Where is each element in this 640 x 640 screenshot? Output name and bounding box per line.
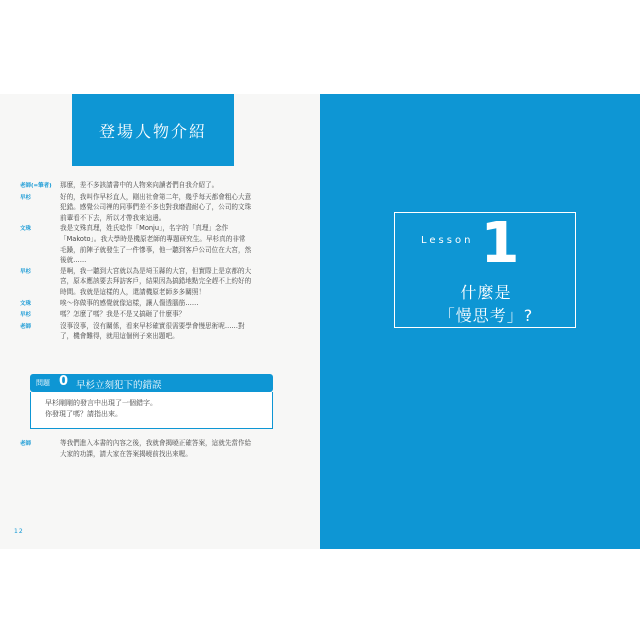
dialogue-line xyxy=(20,321,292,342)
speech-text: 唉～你做事的感覺就像這樣，讓人傷透腦筋…… xyxy=(60,298,199,307)
page-number: 12 xyxy=(14,528,24,535)
right-page xyxy=(320,94,640,549)
dialogue-line xyxy=(20,298,292,310)
dialogue-line xyxy=(20,192,292,224)
lesson-number: 1 xyxy=(480,211,520,276)
dialogue-line xyxy=(20,180,292,192)
question-box xyxy=(30,392,273,429)
speaker-label: 早杉 xyxy=(20,312,32,319)
question-label: 問題 xyxy=(36,379,50,387)
lesson-word: Lesson xyxy=(421,235,474,246)
question-body: 早杉剛剛的發言中出現了一個錯字。 你發現了嗎？請指出來。 xyxy=(45,399,157,418)
speech-text: 嗎？怎麼了嗎？我是不是又搞砸了什麼事？ xyxy=(60,310,186,319)
dialogue-line xyxy=(20,223,292,265)
speech-text: 是啊，我一聽到大宮就以為是埼玉縣的大宮，但實際上是京都的大 宮，原本應該要去拜訪客戶，結果因為搞錯地點完全趕不上約好的 時間。我就是這樣的人，還請機原老師多多關照！ xyxy=(60,266,252,296)
question-title: 早杉立刻犯下的錯誤 xyxy=(76,380,162,391)
question-number: 0 xyxy=(59,374,69,389)
speaker-label: 文珠 xyxy=(20,226,32,233)
speaker-label: 早杉 xyxy=(20,268,32,275)
dialogue-line xyxy=(20,309,292,321)
speaker-label: 老師(=筆者) xyxy=(20,183,52,189)
speech-text: 沒事沒事，沒有關係，看來早杉確實很需要學會慢思術呢……對 了，機會難得，就用這個例子來出題吧。 xyxy=(60,321,245,341)
speaker-label: 老師 xyxy=(20,441,32,447)
speaker-label: 文珠 xyxy=(20,300,32,307)
speaker-label: 老師 xyxy=(20,323,32,330)
chapter-title: 登場人物介紹 xyxy=(98,121,207,141)
dialogue-block-2 xyxy=(20,438,292,459)
lesson-frame xyxy=(394,212,576,328)
speech-text: 好的，我叫作早杉直人，剛出社會第二年，幾乎每天都會粗心大意 犯錯。感覺公司裡的同事們差不多也對我磨盡耐心了，公司的文珠 前輩看不下去，所以才帶我來這邊。 xyxy=(60,192,252,222)
chapter-title-banner xyxy=(72,94,234,166)
speech-text: 那麼，差不多該請書中的人物來向讀者們自我介紹了。 xyxy=(60,181,219,189)
lesson-title: 什麼是 「慢思考」? xyxy=(438,283,534,325)
dialogue-block xyxy=(20,180,292,342)
question-header xyxy=(30,374,273,392)
dialogue-line xyxy=(20,438,292,459)
speaker-label: 早杉 xyxy=(20,194,32,201)
book-spread xyxy=(0,94,640,549)
speech-text: 我是文殊真理，姓氏唸作「Monju」，名字的「真理」念作 「Makoto」。我大學時是機原老師的專題研究生。早杉真的非常 毛躁，前陣子就發生了一件慘事，他一聽到客戶公司位在大宮，然 後就…… xyxy=(60,224,252,265)
speech-text: 等我們進入本書的內容之後，我就會揭曉正確答案，這就先當作給 大家的功課，請大家在答案揭曉前找出來喔。 xyxy=(60,439,252,458)
left-page xyxy=(0,94,320,549)
dialogue-line xyxy=(20,266,292,298)
